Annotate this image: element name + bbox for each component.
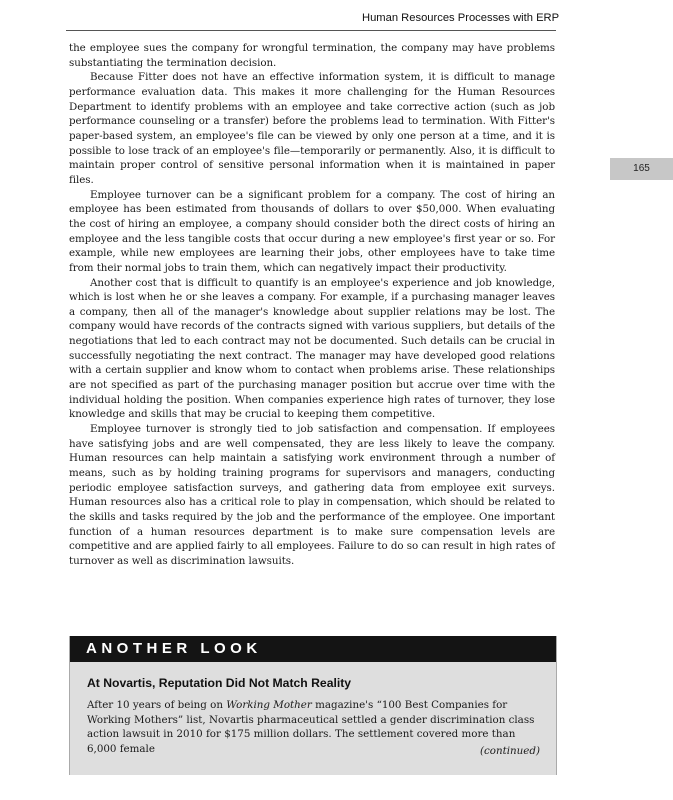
paragraph: Employee turnover can be a significant problem for a company. The cost of hiring an employee has been estimated from thousands of dollars to over $50,000. When evaluating the cost of hiring an employee, a company should consider both the direct costs of hiring an employee and the less tangible costs that occur during a new employee's first year or so. For example, while new employees are learning their jobs, other employees have to take time from their normal jobs to train them, which can negatively impact their productivity. bbox=[69, 188, 555, 274]
body-text bbox=[69, 41, 555, 569]
paragraph: Employee turnover is strongly tied to job satisfaction and compensation. If employees have satisfying jobs and are well compensated, they are less likely to leave the company. Human resources can help maintain a satisfying work environment through a number of means, such as by holding training programs for supervisors and managers, conducting periodic employee satisfaction surveys, and gathering data from employee exit surveys. Human resources also has a critical role to play in compensation, which should be related to the skills and tasks required by the job and the performance of the employee. One important function of a human resources department is to make sure compensation levels are competitive and are applied fairly to all employees. Failure to do so can result in high rates of turnover as well as discrimination lawsuits. bbox=[69, 423, 555, 567]
another-look-label: ANOTHER LOOK bbox=[70, 636, 556, 662]
continued-note: (continued) bbox=[479, 745, 540, 757]
page-number-tab: 165 bbox=[610, 158, 673, 180]
another-look-text-part: After 10 years of being on bbox=[87, 699, 227, 711]
another-look-box bbox=[69, 636, 557, 775]
running-head-title: Human Resources Processes with ERP bbox=[362, 12, 560, 24]
paragraph: the employee sues the company for wrongful termination, the company may have problems substantiating the termination decision. bbox=[69, 42, 555, 69]
paragraph: Because Fitter does not have an effective information system, it is difficult to manage performance evaluation data. This makes it more challenging for the Human Resources Department to identify problems with an employee and take corrective action (such as job performance counseling or a transfer) before the problems lead to termination. With Fitter's paper-based system, an employee's file can be viewed by only one person at a time, and it is possible to lose track of an employee's file—temporarily or permanently. Also, it is difficult to maintain proper control of sensitive personal information when it is maintained in paper files. bbox=[69, 71, 555, 186]
header-rule bbox=[66, 30, 556, 31]
paragraph: Another cost that is difficult to quantify is an employee's experience and job knowledge, which is lost when he or she leaves a company. For example, if a purchasing manager leaves a company, then all of the manager's knowledge about supplier relations may be lost. The company would have records of the contracts signed with various suppliers, but details of the negotiations that led to each contract may not be documented. Such details can be crucial in successfully negotiating the next contract. The manager may have developed good relations with a certain supplier and know whom to contact when problems arise. These relationships are not specified as part of the purchasing manager position but accrue over time with the individual holding the position. When companies experience high rates of turnover, they lose knowledge and skills that may be crucial to keeping them competitive. bbox=[69, 276, 555, 421]
magazine-name: Working Mother bbox=[226, 699, 312, 711]
another-look-text-part: magazine's “100 Best Companies for Working Mothers” list, Novartis pharmaceutical settled a gender discrimination class action lawsuit in 2010 for $175 million dollars. The settlement covered more than 6,000 female bbox=[87, 699, 535, 755]
another-look-title: At Novartis, Reputation Did Not Match Reality bbox=[87, 676, 352, 690]
another-look-text bbox=[87, 698, 541, 756]
